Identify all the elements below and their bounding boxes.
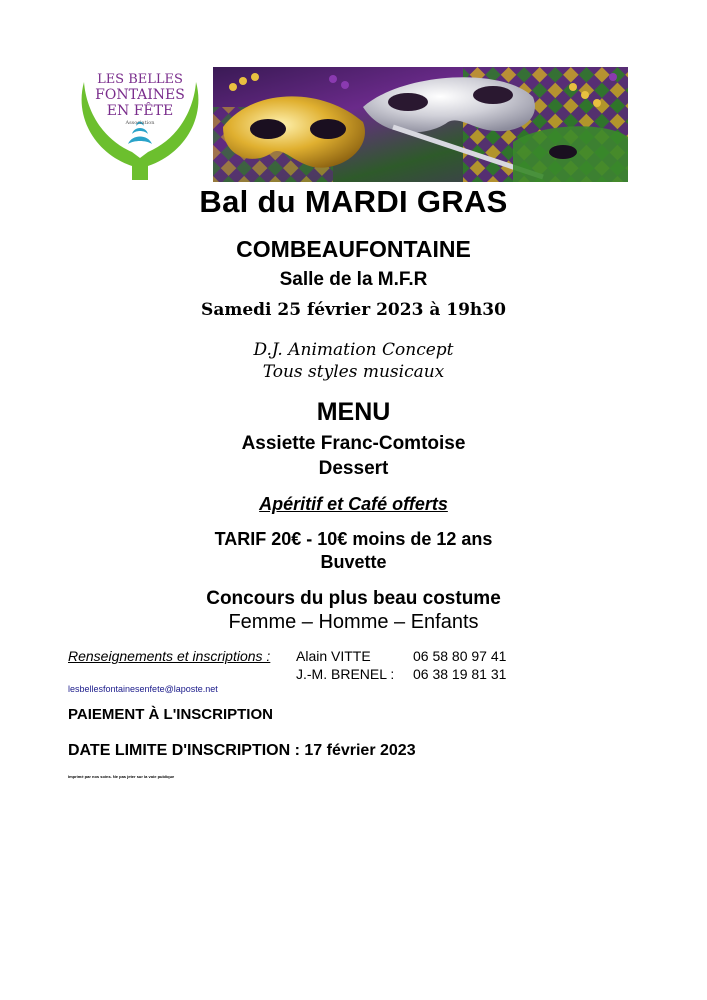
- contact-phone[interactable]: 06 58 80 97 41: [413, 648, 507, 664]
- menu-item: Dessert: [318, 458, 389, 479]
- contact-label: Renseignements et inscriptions :: [68, 648, 271, 664]
- contact-email-link[interactable]: lesbellesfontainesenfete@laposte.net: [68, 684, 218, 694]
- logo-line-3: EN FÊTE: [106, 103, 174, 119]
- dj-info: [0, 339, 707, 383]
- mardi-gras-masks-banner: [213, 67, 628, 182]
- menu-item: Assiette Franc-Comtoise: [241, 433, 466, 454]
- menu-items: [0, 431, 707, 481]
- contact-phone[interactable]: 06 38 19 81 31: [413, 666, 507, 682]
- price-info: TARIF 20€ - 10€ moins de 12 ans: [214, 529, 493, 549]
- payment-notice: PAIEMENT À L'INSCRIPTION: [68, 706, 273, 723]
- contact-name: Alain VITTE: [296, 648, 371, 664]
- logo-line-4: Association: [125, 120, 155, 126]
- contact-name: J.-M. BRENEL :: [296, 666, 395, 682]
- event-date: Samedi 25 février 2023 à 19h30: [201, 300, 506, 320]
- event-city: COMBEAUFONTAINE: [236, 236, 471, 262]
- event-title: Bal du MARDI GRAS: [199, 184, 508, 219]
- registration-deadline: DATE LIMITE D'INSCRIPTION : 17 février 2023: [68, 742, 416, 759]
- print-footnote: Imprimé par nos soins. Ne pas jeter sur la voie publique: [68, 774, 175, 779]
- dj-line-1: D.J. Animation Concept: [253, 340, 454, 360]
- logo-line-2: FONTAINES: [95, 87, 185, 103]
- association-logo: [76, 68, 204, 184]
- aperitif-offer: Apéritif et Café offerts: [259, 494, 448, 514]
- contest-categories: Femme – Homme – Enfants: [228, 611, 479, 633]
- costume-contest: Concours du plus beau costume: [206, 588, 501, 609]
- buvette-label: Buvette: [320, 552, 387, 572]
- dj-line-2: Tous styles musicaux: [262, 362, 445, 382]
- event-venue: Salle de la M.F.R: [279, 269, 428, 290]
- menu-heading: MENU: [316, 398, 391, 426]
- logo-line-1: LES BELLES: [97, 72, 183, 87]
